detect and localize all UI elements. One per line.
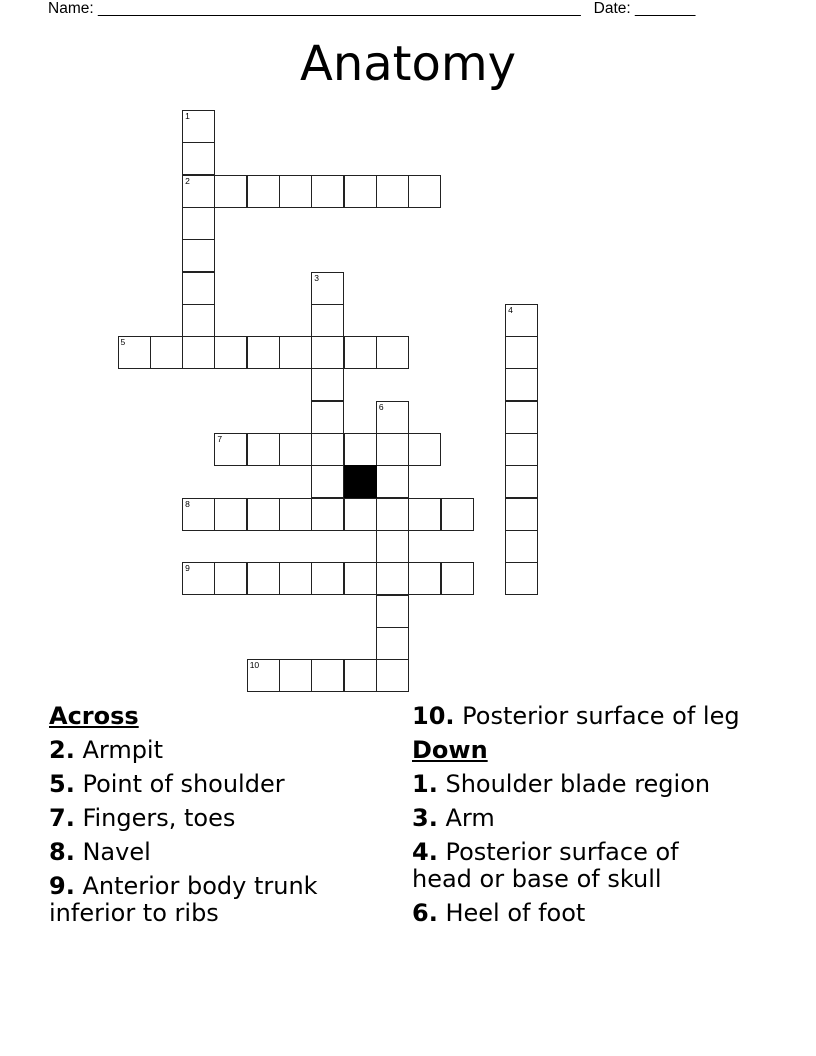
grid-cell[interactable]: [182, 304, 215, 337]
grid-cell[interactable]: [376, 562, 409, 595]
grid-cell[interactable]: [376, 433, 409, 466]
clue-text: Heel of foot: [437, 899, 586, 927]
grid-cell[interactable]: [376, 401, 409, 434]
down-heading: Down: [412, 736, 488, 764]
clue-number: 5.: [49, 770, 75, 798]
grid-cell[interactable]: [182, 336, 215, 369]
grid-cell[interactable]: [182, 207, 215, 240]
grid-cell[interactable]: [279, 498, 312, 531]
grid-cell[interactable]: [505, 401, 538, 434]
cell-number: 7: [217, 434, 223, 444]
grid-cell[interactable]: [311, 336, 344, 369]
clue-down-3: [412, 805, 742, 832]
grid-cell[interactable]: [247, 562, 280, 595]
grid-cell[interactable]: [376, 465, 409, 498]
grid-cell[interactable]: [182, 498, 215, 531]
clue-text: Arm: [437, 804, 495, 832]
clues-left-column: [49, 703, 379, 934]
grid-cell[interactable]: [279, 562, 312, 595]
grid-cell[interactable]: [505, 336, 538, 369]
grid-cell[interactable]: [441, 498, 474, 531]
grid-cell[interactable]: [408, 175, 441, 208]
grid-cell[interactable]: [182, 272, 215, 305]
grid-cell[interactable]: [150, 336, 183, 369]
cell-number: 10: [249, 660, 260, 671]
grid-cell[interactable]: [505, 304, 538, 337]
grid-cell[interactable]: [376, 595, 409, 628]
grid-cell[interactable]: [214, 336, 247, 369]
grid-cell[interactable]: [247, 433, 280, 466]
grid-cell[interactable]: [311, 401, 344, 434]
clue-across-2: [49, 737, 379, 764]
grid-cell[interactable]: [311, 498, 344, 531]
grid-cell[interactable]: [376, 498, 409, 531]
grid-cell[interactable]: [311, 659, 344, 692]
grid-cell[interactable]: [376, 175, 409, 208]
clue-number: 7.: [49, 804, 75, 832]
grid-cell[interactable]: [247, 175, 280, 208]
grid-cell[interactable]: [505, 530, 538, 563]
clue-text: Fingers, toes: [74, 804, 236, 832]
cell-number: 9: [185, 563, 190, 574]
grid-cell[interactable]: [118, 336, 151, 369]
grid-cell[interactable]: [311, 304, 344, 337]
clue-number: 1.: [412, 770, 438, 798]
across-heading: Across: [49, 702, 139, 730]
clue-text: Posterior surface of head or base of skull: [412, 838, 679, 893]
grid-cell[interactable]: [376, 627, 409, 660]
grid-cell[interactable]: [505, 433, 538, 466]
grid-cell[interactable]: [376, 530, 409, 563]
grid-cell[interactable]: [247, 498, 280, 531]
name-field-label[interactable]: Name: ________________________________________________________: [48, 0, 581, 17]
grid-cell[interactable]: [311, 465, 344, 498]
grid-cell[interactable]: [279, 433, 312, 466]
clue-number: 8.: [49, 838, 75, 866]
grid-cell[interactable]: [247, 336, 280, 369]
clue-number: 6.: [412, 899, 438, 927]
page-title: Anatomy: [299, 36, 517, 92]
grid-cell[interactable]: [182, 110, 215, 143]
cell-number: 6: [378, 401, 384, 412]
cell-number: 2: [185, 175, 190, 186]
clue-text: Anterior body trunk inferior to ribs: [49, 872, 318, 927]
grid-cell[interactable]: [344, 175, 377, 208]
grid-cell[interactable]: [182, 562, 215, 595]
cell-number: 1: [185, 111, 190, 121]
clue-down-6: [412, 900, 742, 927]
grid-cell[interactable]: [182, 142, 215, 175]
clue-text: Posterior surface of leg: [454, 702, 740, 730]
grid-cell[interactable]: [376, 659, 409, 692]
grid-cell[interactable]: [376, 336, 409, 369]
clue-text: Point of shoulder: [74, 770, 285, 798]
grid-cell[interactable]: [247, 659, 280, 692]
clue-across-10: [412, 703, 742, 730]
clue-down-1: [412, 771, 742, 798]
date-field-label[interactable]: Date: _______: [593, 0, 696, 17]
black-cell: [344, 465, 377, 498]
grid-cell[interactable]: [344, 498, 377, 531]
grid-cell[interactable]: [344, 336, 377, 369]
grid-cell[interactable]: [214, 562, 247, 595]
clue-number: 4.: [412, 838, 438, 866]
grid-cell[interactable]: [311, 272, 344, 305]
grid-cell[interactable]: [408, 433, 441, 466]
clue-across-8: [49, 839, 379, 866]
grid-cell[interactable]: [505, 465, 538, 498]
grid-cell[interactable]: [505, 562, 538, 595]
clue-across-9: [49, 873, 379, 927]
grid-cell[interactable]: [279, 175, 312, 208]
clue-number: 10.: [412, 702, 455, 730]
grid-cell[interactable]: [214, 498, 247, 531]
grid-cell[interactable]: [214, 175, 247, 208]
grid-cell[interactable]: [182, 175, 215, 208]
cell-number: 4: [508, 304, 513, 315]
clue-text: Navel: [74, 838, 151, 866]
grid-cell[interactable]: [344, 562, 377, 595]
clue-number: 3.: [412, 804, 438, 832]
cell-number: 5: [120, 337, 126, 348]
clue-number: 9.: [49, 872, 75, 900]
grid-cell[interactable]: [214, 433, 247, 466]
grid-cell[interactable]: [441, 562, 474, 595]
grid-cell[interactable]: [344, 659, 377, 692]
cell-number: 8: [185, 498, 190, 509]
grid-cell[interactable]: [279, 659, 312, 692]
clue-text: Armpit: [74, 736, 164, 764]
grid-cell[interactable]: [505, 498, 538, 531]
grid-cell[interactable]: [279, 336, 312, 369]
grid-cell[interactable]: [311, 433, 344, 466]
clues-right-column: [412, 703, 742, 934]
clue-across-7: [49, 805, 379, 832]
grid-cell[interactable]: [408, 498, 441, 531]
grid-cell[interactable]: [311, 562, 344, 595]
grid-cell[interactable]: [182, 239, 215, 272]
clue-number: 2.: [49, 736, 75, 764]
clue-down-4: [412, 839, 742, 893]
grid-cell[interactable]: [344, 433, 377, 466]
grid-cell[interactable]: [311, 368, 344, 401]
grid-cell[interactable]: [505, 368, 538, 401]
clue-across-5: [49, 771, 379, 798]
grid-cell[interactable]: [408, 562, 441, 595]
grid-cell[interactable]: [311, 175, 344, 208]
clue-text: Shoulder blade region: [437, 770, 711, 798]
cell-number: 3: [314, 272, 320, 283]
